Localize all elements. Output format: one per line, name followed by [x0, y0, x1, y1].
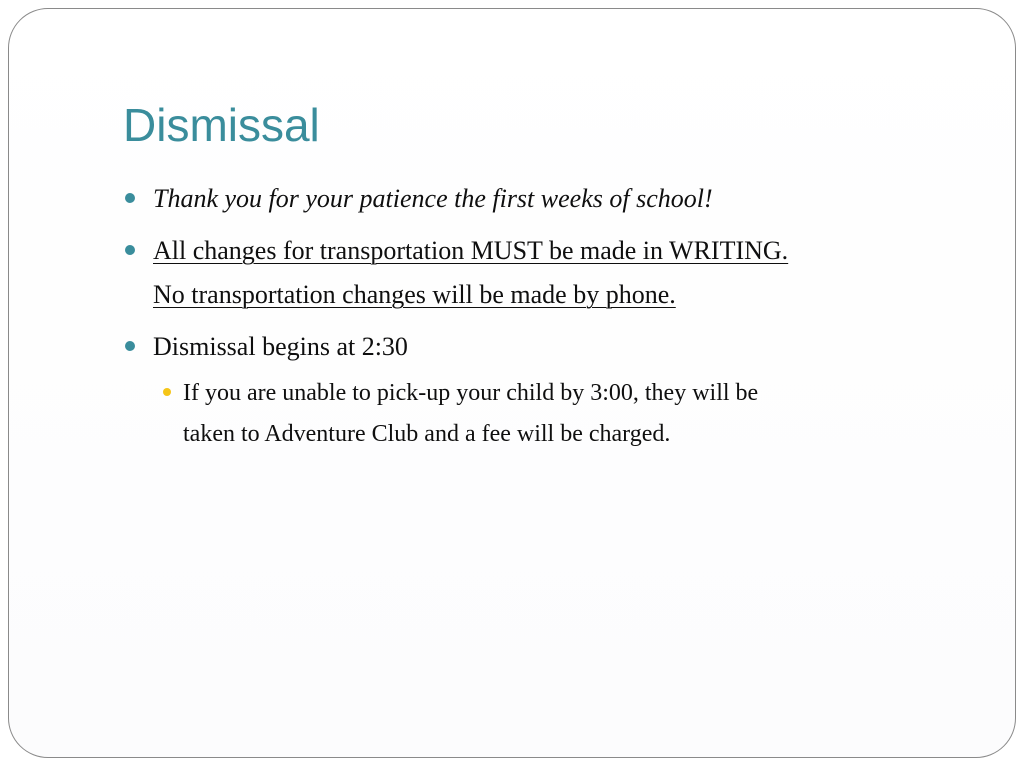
sub-bullet-text-line-2: taken to Adventure Club and a fee will be charged. [183, 421, 671, 447]
sub-bullet-list [153, 373, 983, 455]
bullet-text-line-2: No transportation changes will be made by phone. [153, 280, 676, 309]
bullet-dot-icon [125, 193, 135, 203]
bullet-text: Dismissal begins at 2:30 [153, 332, 408, 361]
sub-bullet-late-pickup [153, 373, 983, 455]
slide-frame [8, 8, 1016, 758]
bullet-dismissal-time [123, 325, 983, 455]
bullet-list [123, 177, 983, 463]
bullet-text-line-1: All changes for transportation MUST be made in WRITING. [153, 236, 789, 265]
slide-title: Dismissal [123, 99, 320, 151]
bullet-dot-icon [125, 341, 135, 351]
sub-bullet-text-line-1: If you are unable to pick-up your child by 3:00, they will be [183, 380, 759, 406]
bullet-text: Thank you for your patience the first weeks of school! [153, 184, 713, 213]
bullet-thank-you [123, 177, 983, 221]
sub-bullet-dot-icon [163, 388, 171, 396]
bullet-transportation-changes [123, 229, 983, 317]
bullet-dot-icon [125, 245, 135, 255]
